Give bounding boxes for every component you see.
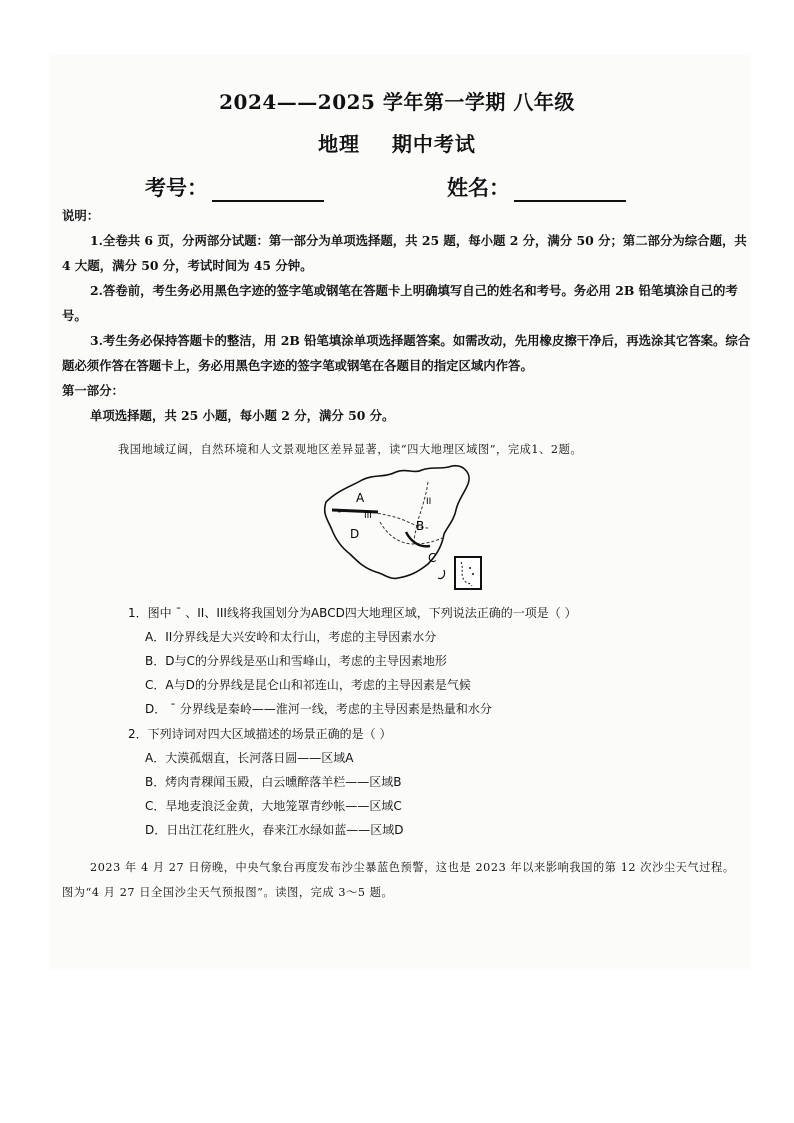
south-china-sea-inset	[454, 556, 482, 590]
name-field[interactable]	[447, 172, 626, 202]
instruction-item: 1.全卷共 6 页，分两部分试题：第一部分为单项选择题，共 25 题，每小题 2 分，满分 50 分；第二部分为综合题，共 4 大题，满分 50 分，考试时间为 45 分钟。	[62, 233, 747, 273]
map-label-line3: III	[364, 511, 372, 521]
exam-number-label: 考号：	[145, 175, 208, 200]
question-2	[128, 722, 728, 842]
option-c: C．旱地麦浪泛金黄，大地笼罩青纱帐——区域C	[145, 799, 402, 813]
question-stem: 1．图中 ˉ 、II、III线将我国划分为ABCD四大地理区域，下列说法正确的一项是（ ）	[128, 606, 577, 620]
map-intro: 我国地域辽阔，自然环境和人文景观地区差异显著，读“四大地理区域图”，完成1、2题。	[118, 443, 583, 456]
part1-heading: 第一部分：	[62, 383, 124, 398]
name-blank[interactable]	[514, 178, 626, 202]
sandstorm-intro: 2023 年 4 月 27 日傍晚，中央气象台再度发布沙尘暴蓝色预警，这也是 2023 年以来影响我国的第 12 次沙尘天气过程。图为“4 月 27 日全国沙尘天气预报图”。读图，完成 3～5 题。	[62, 861, 735, 899]
option-b: B．D与C的分界线是巫山和雪峰山，考虑的主导因素地形	[145, 654, 447, 668]
option-a: A．II分界线是大兴安岭和太行山，考虑的主导因素水分	[145, 630, 437, 644]
option-a: A．大漠孤烟直，长河落日圆——区域A	[145, 751, 354, 765]
instructions-heading: 说明：	[62, 208, 100, 223]
question-1	[128, 601, 728, 721]
map-label-c: C	[428, 551, 437, 565]
exam-number-field[interactable]	[145, 172, 324, 202]
map-label-a: A	[356, 491, 365, 505]
student-info-fields	[0, 172, 794, 204]
map-label-line2: II	[426, 497, 432, 507]
exam-subtitle: 地理 期中考试	[318, 132, 476, 156]
option-d: D．日出江花红胜火，春来江水绿如蓝——区域D	[145, 823, 404, 837]
map-label-d: D	[350, 527, 360, 541]
option-b: B．烤肉青稞闻玉殿，白云曛醉落羊栏——区域B	[145, 775, 402, 789]
instruction-item: 3.考生务必保持答题卡的整洁，用 2B 铅笔填涂单项选择题答案。如需改动，先用橡皮擦干净后，再选涂其它答案。综合题必须作答在答题卡上，务必用黑色字迹的签字笔或钢笔在各题目的指定区域内作答。	[62, 333, 751, 373]
exam-title: 2024——2025 学年第一学期 八年级	[219, 90, 575, 114]
part1-subheading: 单项选择题，共 25 小题，每小题 2 分，满分 50 分。	[90, 408, 395, 423]
name-label: 姓名：	[447, 175, 510, 200]
question-stem: 2．下列诗词对四大区域描述的场景正确的是（ ）	[128, 727, 392, 741]
option-c: C．A与D的分界线是昆仑山和祁连山，考虑的主导因素是气候	[145, 678, 471, 692]
exam-number-blank[interactable]	[212, 178, 324, 202]
map-label-b: B	[416, 519, 425, 533]
instruction-item: 2.答卷前，考生务必用黑色字迹的签字笔或钢笔在答题卡上明确填写自己的姓名和考号。务必用 2B 铅笔填涂自己的考号。	[62, 283, 738, 323]
instructions	[62, 203, 752, 428]
option-d: D． ˉ 分界线是秦岭——淮河一线，考虑的主导因素是热量和水分	[145, 702, 492, 716]
